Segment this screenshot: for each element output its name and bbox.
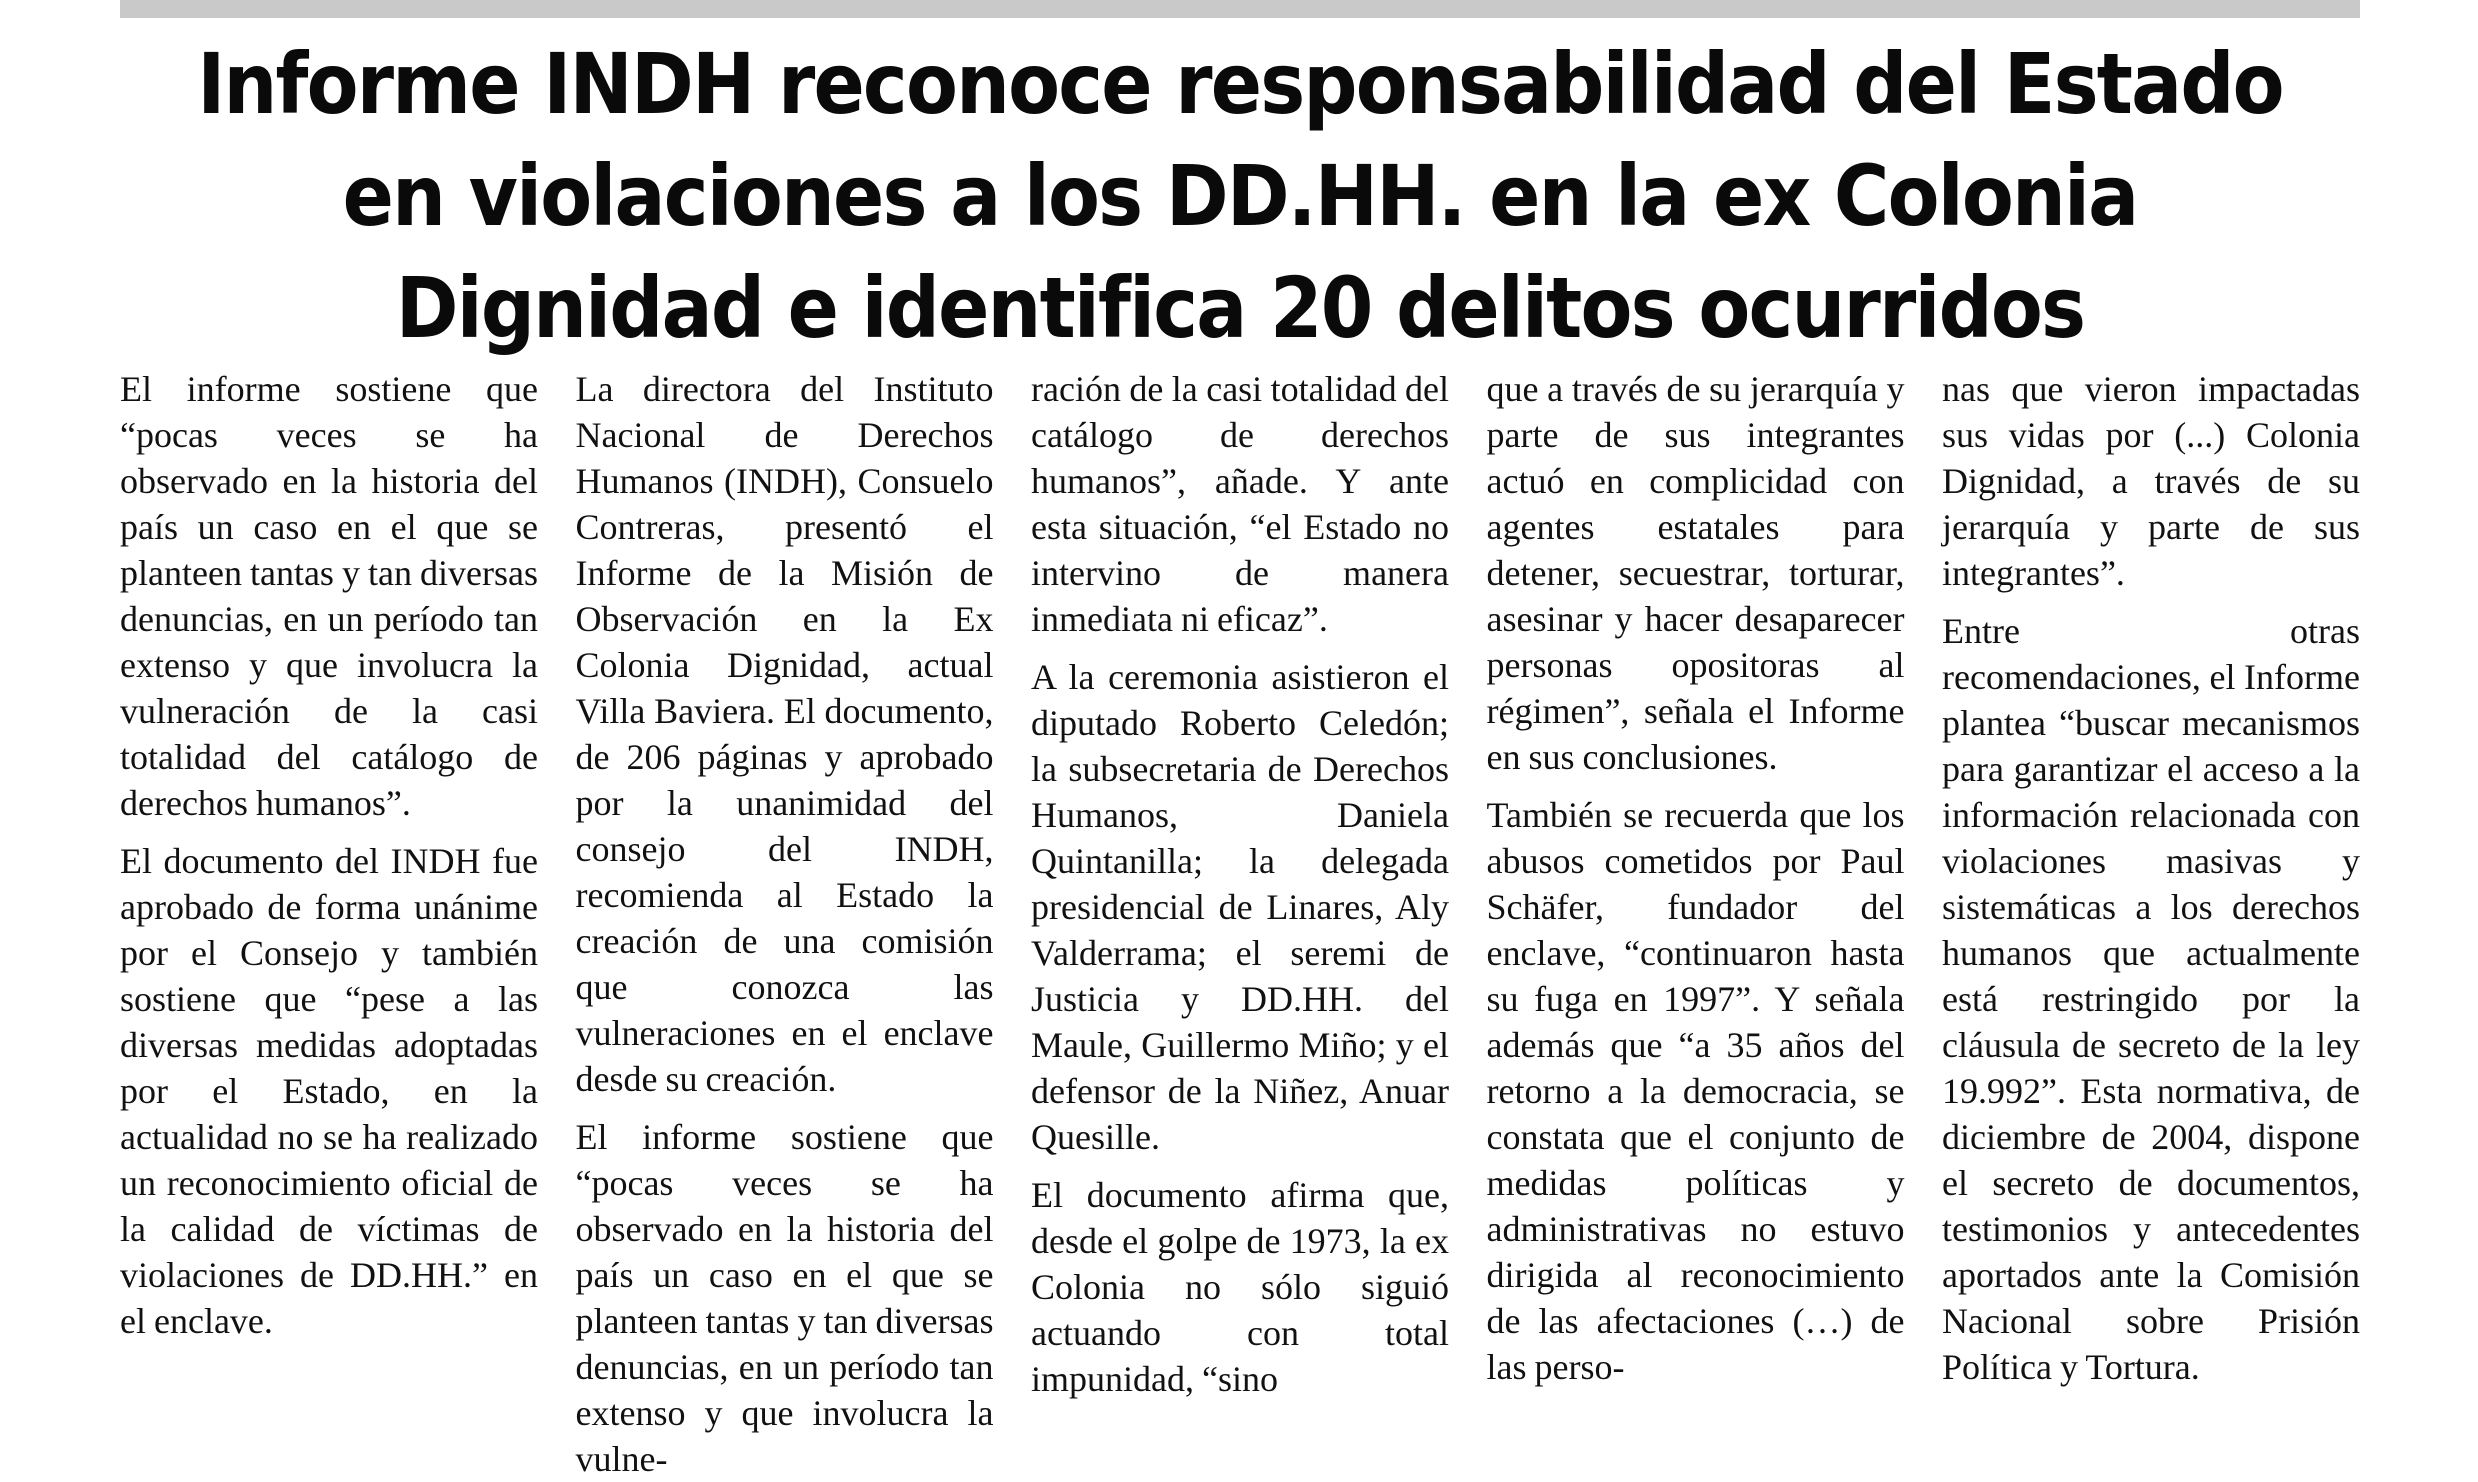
top-rule (120, 0, 2360, 18)
paragraph: El documento afirma que, desde el golpe de 1973, la ex Colonia no sólo siguió actuando con total impunidad, “sino (1031, 1175, 1449, 1399)
paragraph: A la ceremonia asistieron el diputado Roberto Celedón; la subsecretaria de Derechos Humanos, Daniela Quintanilla; la delegada presidencial de Linares, Aly Valderrama; el seremi de Justicia y DD.HH. del Maule, Guillermo Miño; y el defensor de la Niñez, Anuar Quesille. (1031, 657, 1449, 1157)
column-5 (1942, 366, 2360, 1387)
paragraph: También se recuerda que los abusos cometidos por Paul Schäfer, fundador del enclave, “continuaron hasta su fuga en 1997”. Y señala además que “a 35 años del retorno a la democracia, se constata que el conjunto de medidas políticas y administrativas no estuvo dirigida al reconocimiento de las afectaciones (…) de las perso- (1486, 795, 1905, 1387)
column-4 (1486, 366, 1905, 1387)
paragraph: La directora del Instituto Nacional de Derechos Humanos (INDH), Consuelo Contreras, presentó el Informe de la Misión de Observación en la Ex Colonia Dignidad, actual Villa Baviera. El documento, de 206 páginas y aprobado por la unanimidad del consejo del INDH, recomienda al Estado la creación de una comisión que conozca las vulneraciones en el enclave desde su creación. (575, 369, 994, 1099)
paragraph: ración de la casi totalidad del catálogo de derechos humanos”, añade. Y ante esta situación, “el Estado no intervino de manera inmediata ni eficaz”. (1031, 369, 1449, 639)
paragraph: El documento del INDH fue aprobado de forma unánime por el Consejo y también sostiene que “pese a las diversas medidas adoptadas por el Estado, en la actualidad no se ha realizado un reconocimiento oficial de la calidad de víctimas de violaciones de DD.HH.” en el enclave. (120, 841, 538, 1341)
paragraph: nas que vieron impactadas sus vidas por (...) Colonia Dignidad, a través de su jerarquía y parte de sus integrantes”. (1942, 369, 2360, 593)
column-1 (120, 366, 538, 1341)
column-2 (575, 366, 994, 1479)
headline: Informe INDH reconoce responsabilidad del Estado en violaciones a los DD.HH. en la ex Colonia Dignidad e identifica 20 delitos ocurridos (197, 35, 2283, 357)
column-3 (1031, 366, 1449, 1399)
paragraph: que a través de su jerarquía y parte de sus integrantes actuó en complicidad con agentes estatales para detener, secuestrar, torturar, asesinar y hacer desaparecer personas opositoras al régimen”, señala el Informe en sus conclusiones. (1486, 369, 1905, 777)
paragraph: El informe sostiene que “pocas veces se ha observado en la historia del país un caso en el que se planteen tantas y tan diversas denuncias, en un período tan extenso y que involucra la vulneración de la casi totalidad del catálogo de derechos humanos”. (120, 369, 538, 823)
article-body (120, 366, 2360, 1479)
paragraph: El informe sostiene que “pocas veces se ha observado en la historia del país un caso en el que se planteen tantas y tan diversas denuncias, en un período tan extenso y que involucra la vulne- (575, 1117, 994, 1479)
paragraph: Entre otras recomendaciones, el Informe plantea “buscar mecanismos para garantizar el acceso a la información relacionada con violaciones masivas y sistemáticas a los derechos humanos que actualmente está restringido por la cláusula de secreto de la ley 19.992”. Esta normativa, de diciembre de 2004, dispone el secreto de documentos, testimonios y antecedentes aportados ante la Comisión Nacional sobre Prisión Política y Tortura. (1942, 611, 2360, 1387)
